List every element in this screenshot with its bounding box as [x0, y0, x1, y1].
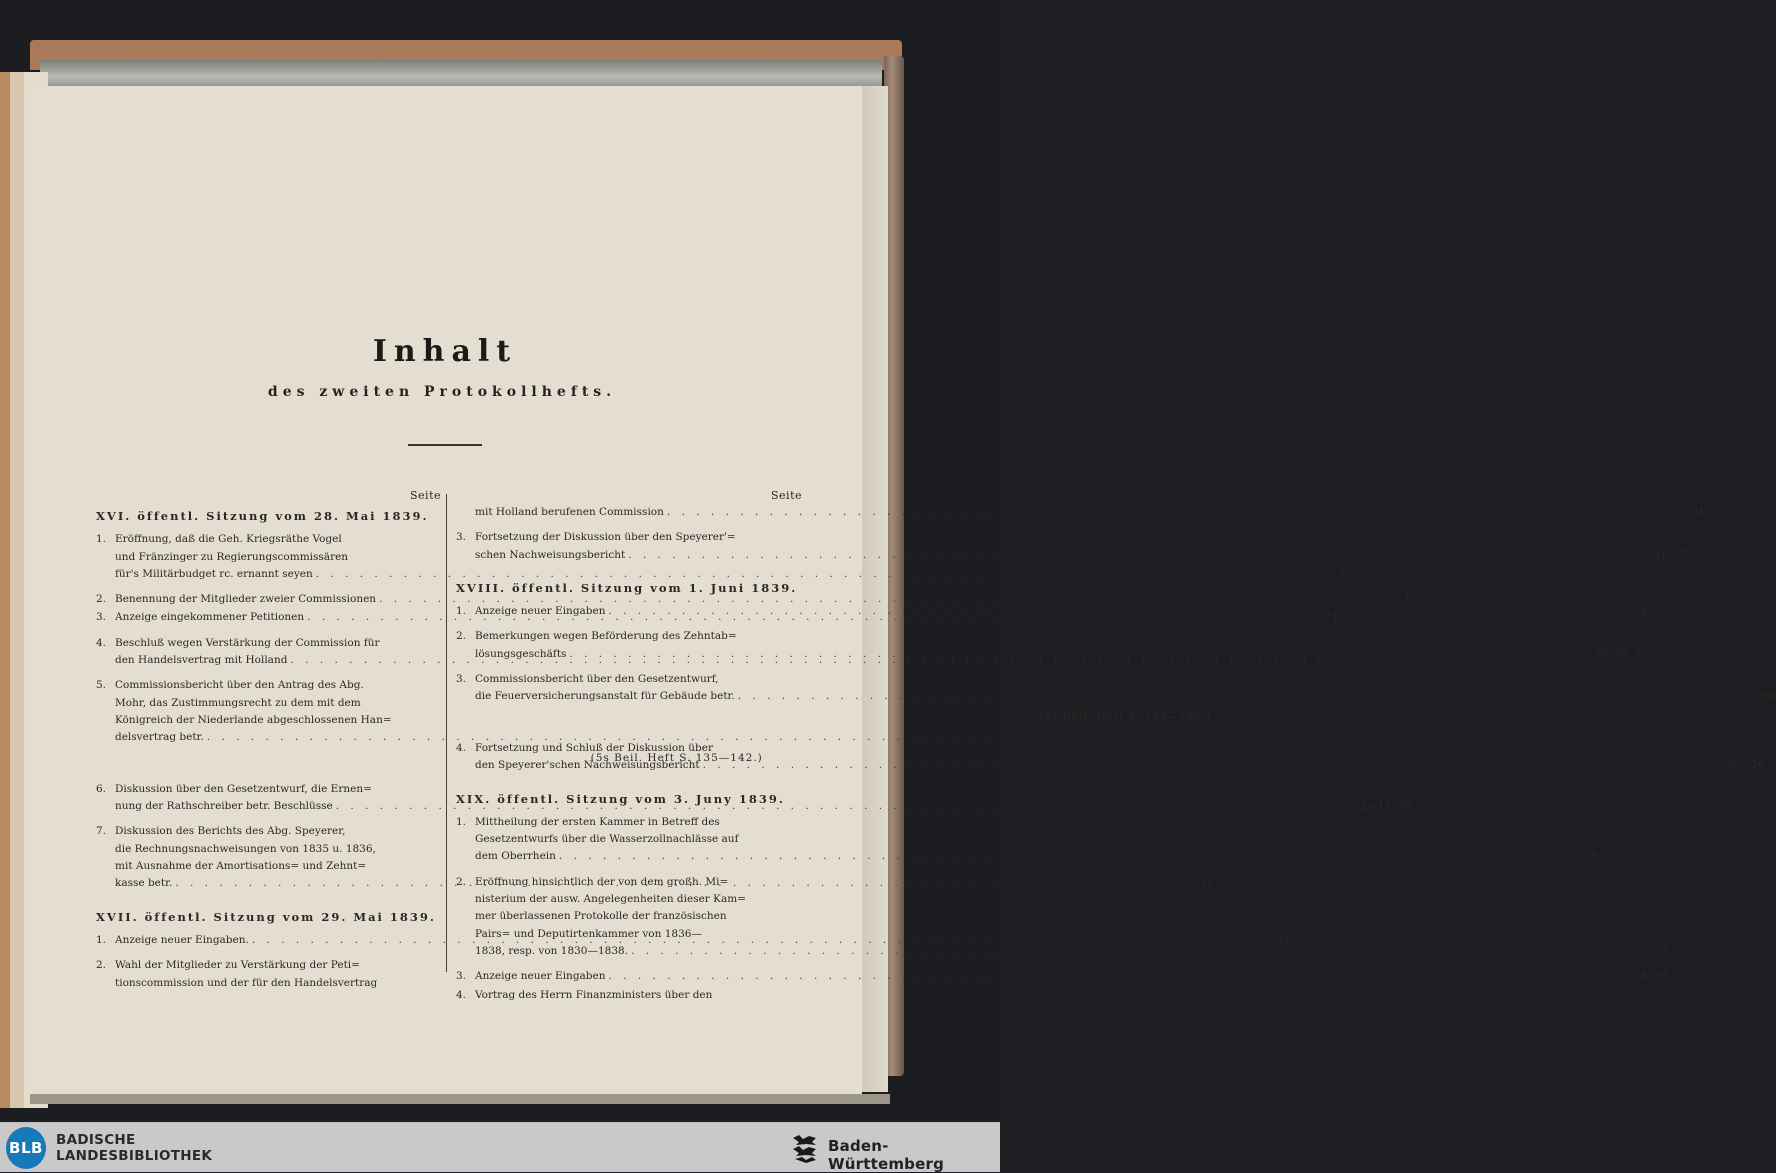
toc-entry: [456, 671, 1776, 732]
page-reference: 2: [1231, 731, 1239, 744]
entry-number: 4.: [456, 988, 467, 1001]
seite-label-right: Seite: [771, 489, 802, 502]
entry-line: [475, 831, 1597, 848]
page-reference: 58: [1633, 605, 1647, 618]
entry-number: 1.: [96, 533, 107, 546]
title-divider: [408, 444, 482, 446]
entry-number: 6.: [96, 782, 107, 795]
entry-text: Commissionsbericht über den Gesetzentwurf,: [475, 673, 719, 686]
entry-line: [475, 848, 1597, 865]
entry-line: [475, 740, 1765, 757]
toc-entry: [456, 529, 1691, 564]
page-reference: 60: [1762, 690, 1776, 703]
entry-text: nung der Rathschreiber betr. Beschlüsse: [115, 800, 333, 813]
entry-text: kasse betr.: [115, 877, 173, 890]
page-reference: 2: [1315, 654, 1323, 667]
entry-line: [475, 646, 1648, 663]
entry-line: [475, 814, 1597, 831]
entry-number: 2.: [96, 959, 107, 972]
page-subtitle: des zweiten Protokollhefts.: [267, 384, 617, 400]
entry-text: Benennung der Mitglieder zweier Commissionen: [115, 593, 377, 606]
entry-text: Pairs= und Deputirtenkammer von 1836—: [475, 927, 702, 940]
entry-number: 4.: [456, 741, 467, 754]
entry-text: Mittheilung der ersten Kammer in Betreff des: [475, 815, 720, 828]
entry-text: Vortrag des Herrn Finanzministers über den: [475, 988, 713, 1001]
leader-dots: [625, 547, 1651, 564]
page-reference: 31: [1691, 506, 1706, 518]
entry-text: den Handelsvertrag mit Holland: [115, 654, 288, 667]
leader-dots: [628, 943, 1654, 960]
entry-text: Diskussion über den Gesetzentwurf, die Ernen=: [115, 782, 372, 795]
page-reference: 2—15, 30: [1360, 800, 1412, 813]
entry-line: [475, 943, 1669, 960]
entry-text: Anzeige neuer Eingaben.: [115, 933, 249, 946]
library-name-line1: BADISCHE: [56, 1132, 136, 1148]
entry-text: Eröffnung, daß die Geh. Kriegsräthe Vogel: [115, 533, 342, 546]
entry-text: und Fränzinger zu Regierungscommissären: [115, 550, 349, 563]
leader-dots: [606, 968, 1632, 985]
entry-text: Diskussion des Berichts des Abg. Speyerer,: [115, 825, 346, 838]
entry-number: 2.: [96, 593, 107, 606]
entry-body: [475, 814, 1597, 866]
entry-line: [475, 987, 802, 1004]
leader-dots: [556, 848, 1582, 865]
entry-text: Anzeige neuer Eingaben: [475, 970, 606, 983]
page-reference: 1, 2: [1332, 611, 1353, 624]
page-reference: 60—76: [1727, 759, 1765, 772]
page-edge: [40, 60, 882, 88]
leader-dots: [664, 504, 1690, 521]
entry-text: nisterium der ausw. Angelegenheiten dieser Kam=: [475, 893, 747, 906]
entry-body: [475, 740, 1765, 775]
entry-line: [475, 688, 1776, 705]
entry-body: [475, 504, 1705, 521]
page-reference: 78: [1656, 944, 1670, 957]
page-reference: 78: [1583, 850, 1598, 863]
entry-text: Eröffnung hinsichtlich der von dem großh. Mi=: [475, 875, 729, 888]
section-heading: XVI. öffentl. Sitzung vom 28. Mai 1839.: [96, 509, 429, 523]
entry-text: Fortsetzung der Diskussion über den Speyerer'=: [475, 531, 736, 544]
entry-body: [475, 968, 1670, 985]
entry-number: 3.: [456, 673, 467, 686]
page-reference: 1: [1340, 567, 1348, 580]
leader-dots: [566, 646, 1592, 663]
entry-line: [475, 547, 1690, 564]
entry-text: mer überlassenen Protokolle der französischen: [475, 910, 727, 923]
entry-number: 1.: [456, 605, 467, 618]
entry-text: lösungsgeschäfts: [475, 647, 567, 660]
entry-line: [475, 529, 1690, 546]
seite-label-left: Seite: [410, 489, 441, 502]
toc-entry: [456, 628, 1648, 663]
partner-name[interactable]: Baden-Württemberg: [828, 1137, 945, 1173]
entry-body: [475, 671, 1776, 732]
entry-number: 1.: [456, 815, 467, 828]
entry-text: für's Militärbudget rc. ernannt seyen: [115, 567, 313, 580]
toc-entry: [96, 591, 1411, 608]
entry-line: [475, 874, 1669, 891]
entry-body: [475, 529, 1690, 564]
toc-entry: [456, 987, 802, 1004]
entry-line: [115, 957, 441, 974]
entry-body: [115, 957, 441, 992]
blb-logo[interactable]: BLB: [6, 1127, 46, 1169]
section-heading: XVIII. öffentl. Sitzung vom 1. Juni 1839.: [456, 580, 798, 595]
entry-text: tionscommission und der für den Handelsvertrag: [115, 976, 378, 989]
entry-body: [475, 603, 1647, 620]
entry-text: Gesetzentwurfs über die Wasserzollnachlässe auf: [475, 833, 739, 846]
entry-text: die Feuerversicherungsanstalt für Gebäude betr.: [475, 690, 735, 703]
library-name[interactable]: [56, 1132, 212, 1164]
entry-line: [475, 926, 1669, 943]
entry-number: 5.: [96, 679, 107, 692]
toc-entry: [456, 740, 1765, 775]
entry-number: 3.: [96, 611, 107, 624]
section-heading: XIX. öffentl. Sitzung vom 3. Juny 1839.: [456, 791, 785, 806]
entry-text: Anzeige neuer Eingaben: [475, 605, 606, 618]
entry-text: schen Nachweisungsbericht: [475, 548, 626, 561]
entry-number: 3.: [456, 531, 467, 544]
entry-text: Wahl der Mitglieder zu Verstärkung der Peti=: [115, 959, 360, 972]
entry-line: [475, 908, 1669, 925]
entry-number: 2.: [456, 630, 467, 643]
entry-text: 1838, resp. von 1830—1838.: [475, 944, 629, 957]
page-title: Inhalt: [372, 334, 518, 369]
lions-coat-of-arms-icon: [790, 1132, 820, 1164]
entry-note: (5s Beil. Heft S. 135—142.): [590, 751, 763, 764]
section-heading: XVII. öffentl. Sitzung vom 29. Mai 1839.: [96, 909, 436, 924]
entry-number: 7.: [96, 825, 107, 838]
toc-entry: [96, 957, 441, 992]
entry-text: delsvertrag betr.: [115, 731, 204, 744]
toc-entry: [456, 814, 1598, 866]
library-name-line2: LANDESBIBLIOTHEK: [56, 1148, 213, 1164]
entry-text: Mohr, das Zustimmungsrecht zu dem mit dem: [115, 696, 361, 709]
entry-text: Anzeige eingekommener Petitionen: [115, 611, 305, 624]
entry-body: [475, 987, 802, 1004]
entry-text: Bemerkungen wegen Beförderung des Zehntab=: [475, 630, 737, 643]
entry-text: mit Holland berufenen Commission: [475, 506, 664, 518]
entry-text: mit Ausnahme der Amortisations= und Zehnt=: [115, 860, 367, 873]
entry-line: [475, 968, 1670, 985]
entry-line: [475, 603, 1647, 620]
leader-dots: [700, 757, 1726, 774]
entry-text: Fortsetzung und Schluß der Diskussion über: [475, 741, 713, 754]
entry-body: [475, 628, 1648, 663]
entry-text: die Rechnungsnachweisungen von 1835 u. 1836,: [115, 842, 376, 855]
page-reference: 31—57: [1653, 548, 1691, 561]
entry-line: [115, 975, 441, 992]
entry-note: (5s Beil. Heft S. 145—190.): [1039, 710, 1212, 723]
entry-line: [475, 757, 1765, 774]
toc-entry: [456, 504, 1706, 521]
entry-number: 1.: [96, 933, 107, 946]
page-reference: 78. 79.: [1633, 970, 1671, 983]
entry-line: [475, 628, 1648, 645]
entry-body: [475, 874, 1669, 960]
entry-number: 4.: [96, 636, 107, 649]
page-reference: 1: [1404, 593, 1411, 606]
entry-number-blank: [456, 504, 470, 521]
entry-text: Beschluß wegen Verstärkung der Commission für: [115, 636, 380, 649]
page-reference: 31: [1276, 933, 1291, 946]
entry-line: [475, 671, 1776, 688]
entry-text: Commissionsbericht über den Antrag des Abg.: [115, 679, 364, 692]
page-bottom-edge: [30, 1094, 890, 1104]
entry-line: [475, 504, 1705, 521]
page-reference: 15: [1200, 877, 1214, 890]
entry-text: Königreich der Niederlande abgeschlossenen Han=: [115, 713, 392, 726]
entry-text: den Speyerer'schen Nachweisungsbericht: [475, 759, 700, 772]
leader-dots: [735, 688, 1761, 705]
entry-number: 3.: [456, 970, 467, 983]
toc-entry: [456, 968, 1671, 985]
entry-number: 2.: [456, 875, 467, 888]
footer-bar: [0, 1122, 1000, 1172]
leader-dots: [606, 603, 1632, 620]
entry-text: dem Oberrhein: [475, 850, 556, 863]
entry-line: [475, 891, 1669, 908]
page-reference: 59, 60, 77: [1594, 647, 1648, 660]
